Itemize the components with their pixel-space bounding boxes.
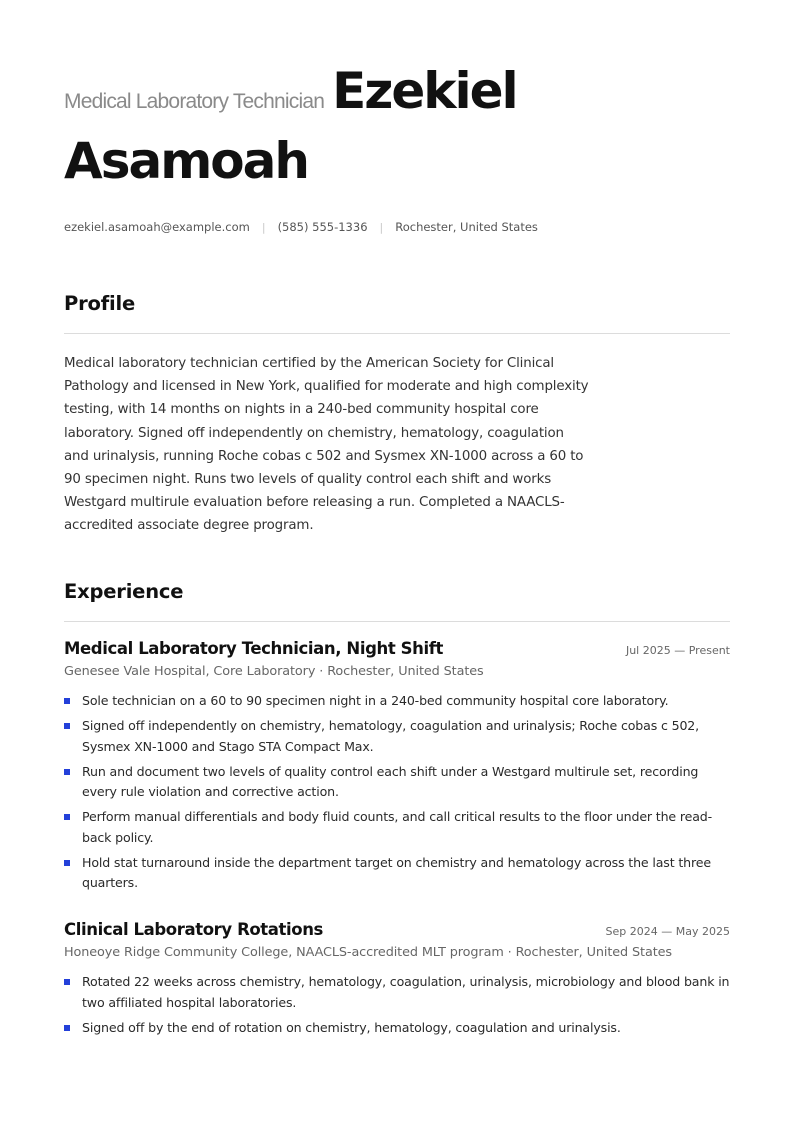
section-heading-experience: Experience <box>64 580 184 603</box>
title-line <box>64 62 730 132</box>
resume-header <box>64 62 730 190</box>
section-divider <box>64 333 730 334</box>
bullet-text: Signed off independently on chemistry, hematology, coagulation and urinalysis; Roche cobas c 502, Sysmex XN-1000 and Stago STA Compact Max. <box>82 718 700 754</box>
bullet-square-icon <box>64 723 70 729</box>
bullet-text: Signed off by the end of rotation on chemistry, hematology, coagulation and urinalysis. <box>82 1019 621 1035</box>
bullet-text: Rotated 22 weeks across chemistry, hematology, coagulation, urinalysis, microbiology and blood bank in two affiliated hospital laboratories. <box>82 974 730 1010</box>
bullet-square-icon <box>64 860 70 866</box>
contact-phone[interactable]: (585) 555-1336 <box>277 220 368 234</box>
entry-organization: Honeoye Ridge Community College, NAACLS-accredited MLT program · Rochester, United States <box>64 945 672 960</box>
last-name: Asamoah <box>64 132 308 190</box>
section-heading-profile: Profile <box>64 292 135 315</box>
contact-location: Rochester, United States <box>395 220 538 234</box>
separator: | <box>379 220 384 234</box>
entry-bullets <box>64 691 730 894</box>
bullet-square-icon <box>64 979 70 985</box>
bullet-square-icon <box>64 698 70 704</box>
experience-entry <box>64 920 730 1043</box>
profile-summary: Medical laboratory technician certified by the American Society for Clinical Pathology and licensed in New York, qualified for moderate and high complexity testing, with 14 months on nights in a 240-bed community hospital core laboratory. Signed off independently on chemistry, hematology, coagulation and urinalysis, running Roche cobas c 502 and Sysmex XN-1000 across a 60 to 90 specimen night. Runs two levels of quality control each shift and works Westgard multirule evaluation before releasing a run. Completed a NAACLS-accredited associate degree program. <box>64 356 589 534</box>
entry-header <box>64 639 730 658</box>
bullet-text: Hold stat turnaround inside the department target on chemistry and hematology across the last three quarters. <box>82 854 711 890</box>
entry-bullets <box>64 972 730 1038</box>
entry-dates: Sep 2024 — May 2025 <box>605 925 730 938</box>
experience-entry <box>64 639 730 898</box>
first-name: Ezekiel <box>332 62 517 120</box>
bullet-item <box>64 762 730 803</box>
contact-email[interactable]: ezekiel.asamoah@example.com <box>64 220 250 234</box>
bullet-item <box>64 853 730 894</box>
entry-dates: Jul 2025 — Present <box>625 644 730 657</box>
section-divider <box>64 621 730 622</box>
separator: | <box>261 220 266 234</box>
entry-organization: Genesee Vale Hospital, Core Laboratory · Rochester, United States <box>64 664 484 679</box>
entry-title: Medical Laboratory Technician, Night Shift <box>64 639 444 658</box>
bullet-square-icon <box>64 1025 70 1031</box>
bullet-text: Run and document two levels of quality control each shift under a Westgard multirule set, recording every rule violation and corrective action. <box>82 763 699 799</box>
bullet-item <box>64 807 730 848</box>
bullet-item <box>64 716 730 757</box>
bullet-square-icon <box>64 814 70 820</box>
bullet-text: Sole technician on a 60 to 90 specimen night in a 240-bed community hospital core laboratory. <box>82 693 669 708</box>
contact-line <box>64 220 538 234</box>
entry-header <box>64 920 730 939</box>
bullet-item <box>64 972 730 1013</box>
bullet-item <box>64 691 730 712</box>
bullet-item <box>64 1018 730 1039</box>
job-role: Medical Laboratory Technician <box>64 90 325 113</box>
entry-title: Clinical Laboratory Rotations <box>64 920 323 939</box>
bullet-square-icon <box>64 769 70 775</box>
bullet-text: Perform manual differentials and body fluid counts, and call critical results to the floor under the read-back policy. <box>82 809 713 845</box>
